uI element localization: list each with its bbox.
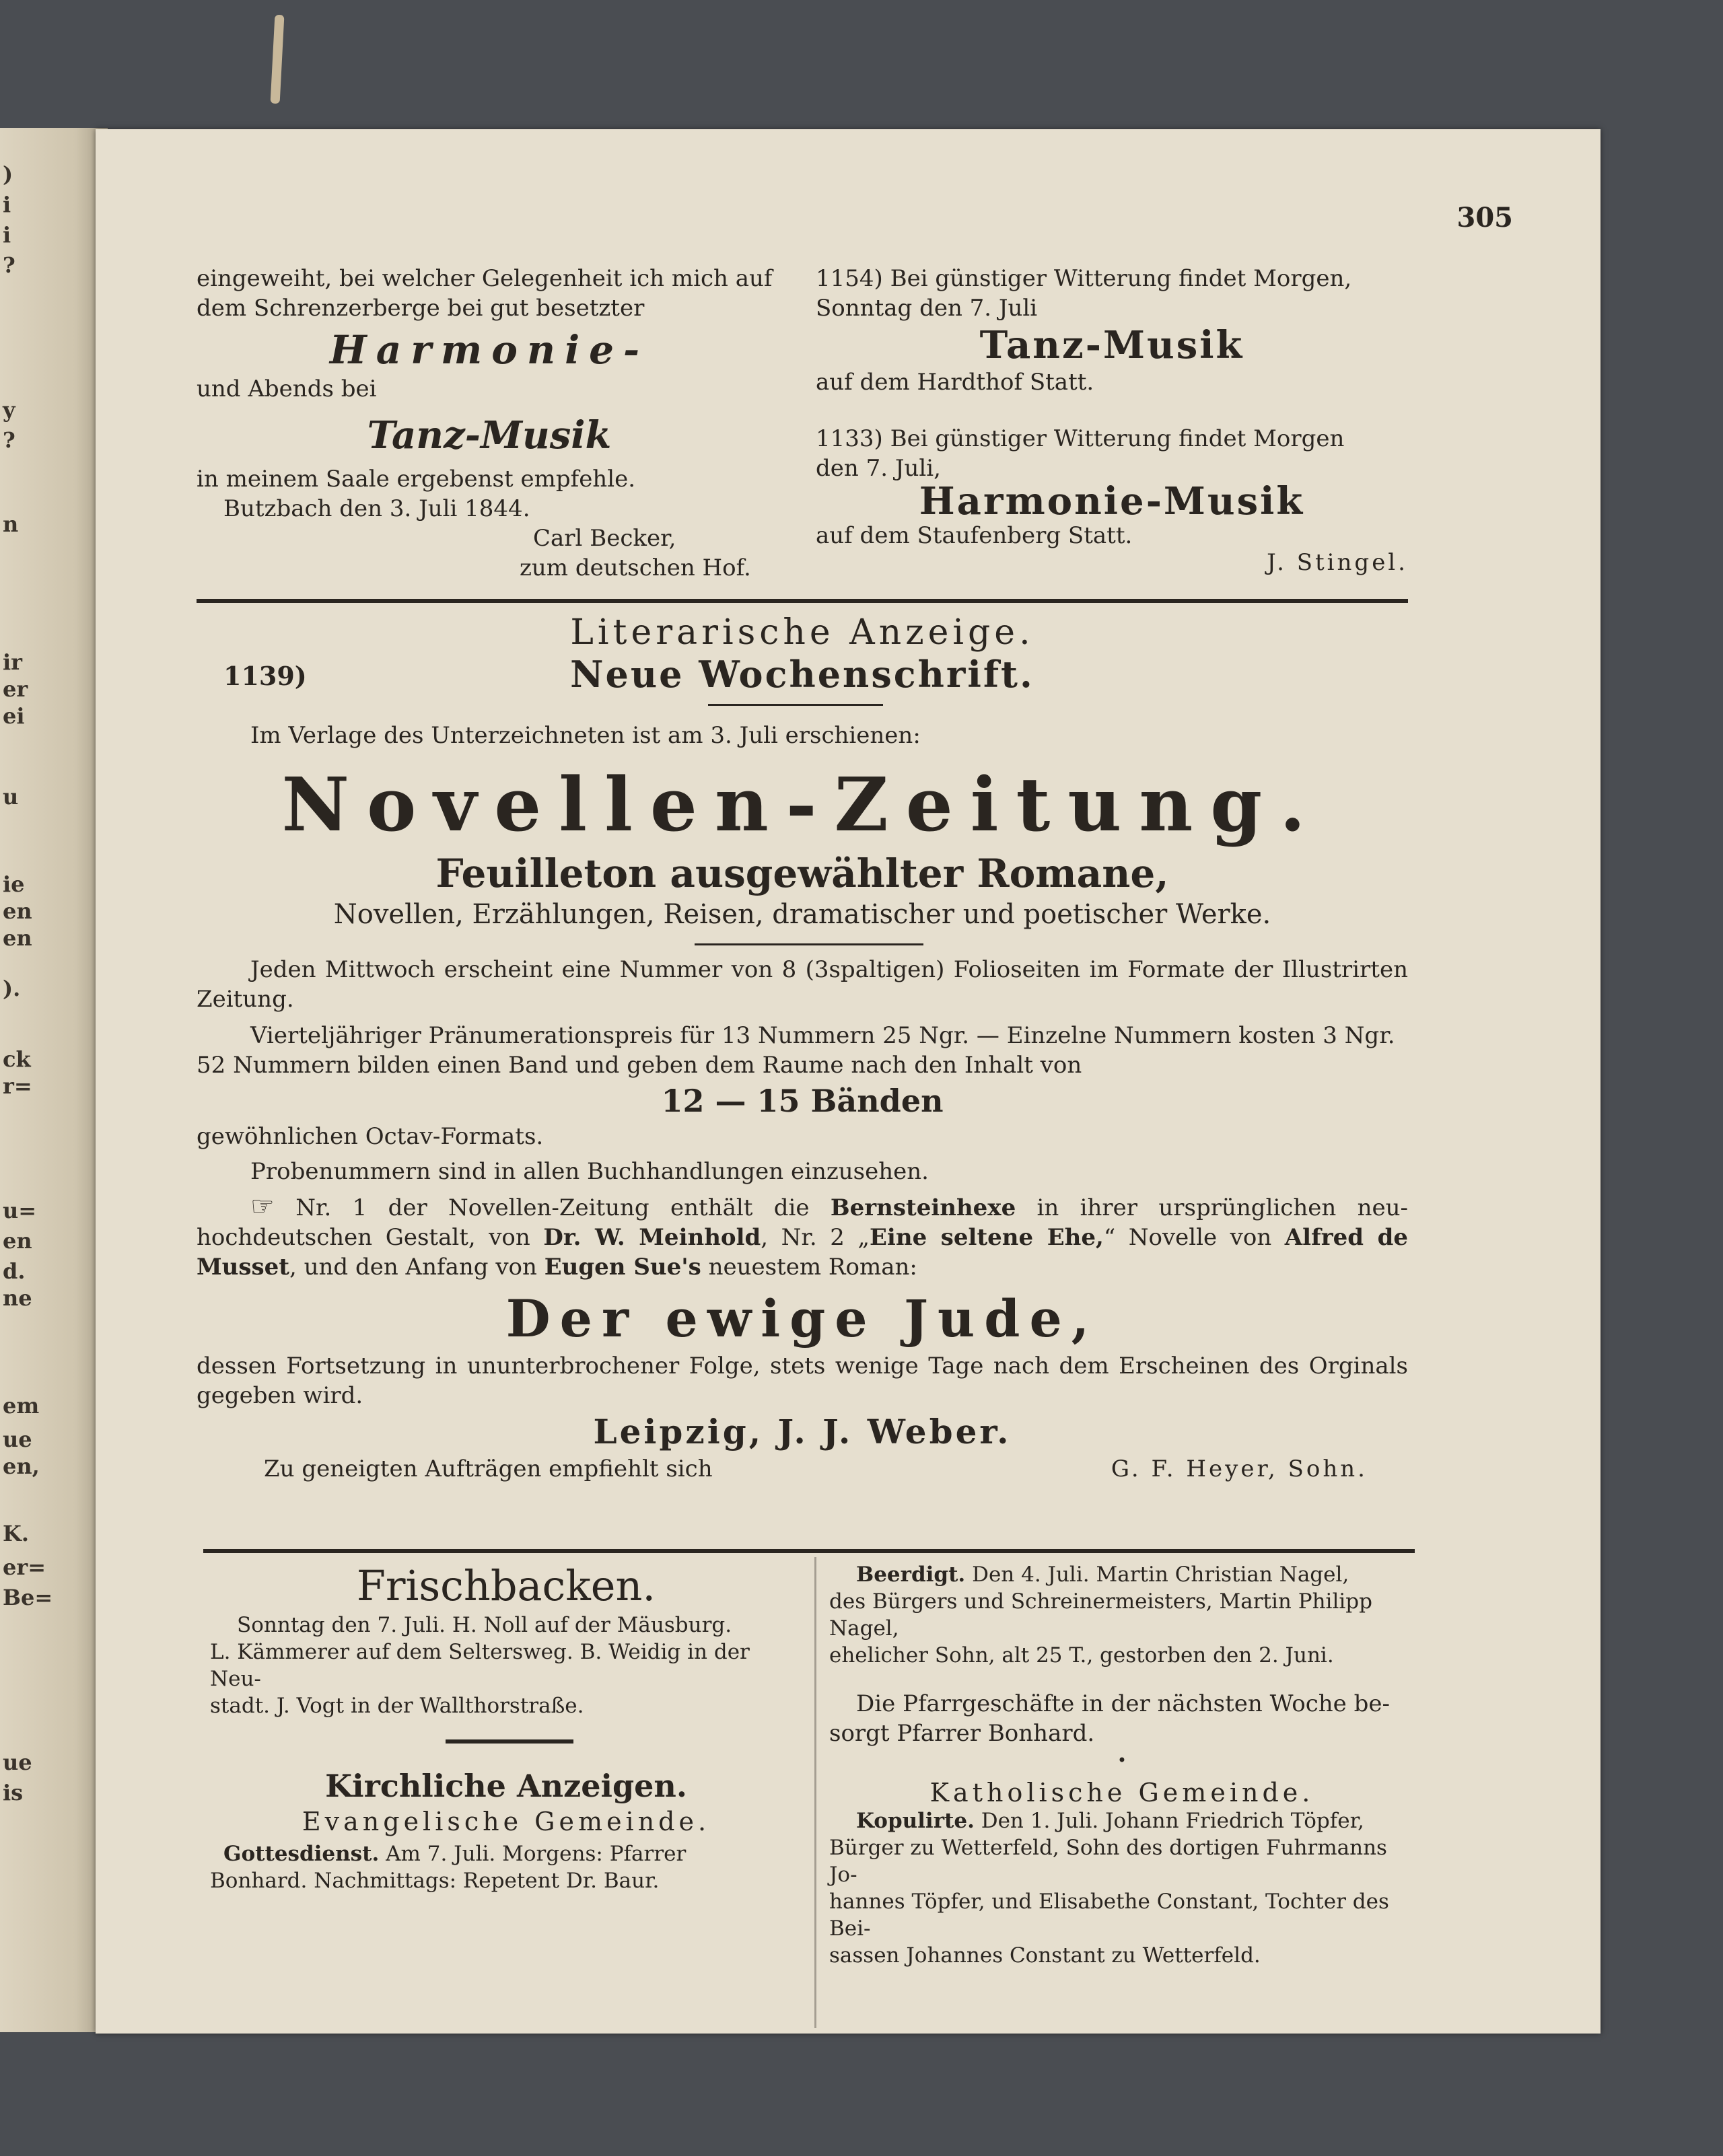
text-run: , Nr. 2 „ xyxy=(761,1224,870,1251)
text-line: Bürger zu Wetterfeld, Sohn des dortigen Fuhrmanns Jo- xyxy=(829,1836,1387,1887)
work-seltene-ehe: Eine seltene Ehe, xyxy=(870,1224,1104,1251)
facing-page-fragment: i xyxy=(3,222,11,248)
facing-page-fragment: ue xyxy=(3,1750,32,1775)
facing-page-fragment: ir xyxy=(3,649,23,675)
divider-rule xyxy=(197,599,1408,603)
publisher-line: Leipzig, J. J. Weber. xyxy=(593,1412,1012,1451)
text-line: 1154) Bei günstiger Witterung findet Morgen, xyxy=(816,265,1352,292)
text-line: ehelicher Sohn, alt 25 T., gestorben den 2. Juni. xyxy=(829,1643,1334,1667)
author-musset: Alfred de Musset xyxy=(197,1224,1408,1281)
column-divider xyxy=(814,1557,816,2028)
text-line: L. Kämmerer auf dem Seltersweg. B. Weidig in der Neu- xyxy=(210,1640,750,1691)
short-rule xyxy=(708,704,883,706)
facing-page-fragment: u= xyxy=(3,1198,37,1223)
frischbacken-heading: Frischbacken. xyxy=(356,1561,656,1610)
gottesdienst-label: Gottesdienst. xyxy=(223,1842,380,1866)
facing-page-fragment: u xyxy=(3,784,19,810)
intro-text: Im Verlage des Unterzeichneten ist am 3. Juli erschienen: xyxy=(250,722,921,749)
text-line: den 7. Juli, xyxy=(816,455,941,482)
gottesdienst-line xyxy=(210,1840,802,1867)
subtitle-feuilleton: Feuilleton ausgewählter Romane, xyxy=(435,851,1169,896)
author-sue: Eugen Sue's xyxy=(544,1254,701,1281)
kopulirte-label: Kopulirte. xyxy=(856,1809,975,1833)
text-run: “ Novelle von xyxy=(1103,1224,1285,1251)
literary-heading: Literarische Anzeige. xyxy=(570,612,1034,653)
top-right-adverts xyxy=(816,264,1408,577)
facing-page-fragment: n xyxy=(3,511,19,537)
facing-page-fragment: em xyxy=(3,1393,40,1418)
text-line: eingeweiht, bei welcher Gelegenheit ich mich auf xyxy=(197,265,773,292)
text-line: Die Pfarrgeschäfte in der nächsten Woche be- xyxy=(856,1690,1390,1717)
facing-page-fragment: ) xyxy=(3,161,13,187)
beerdigt-label: Beerdigt. xyxy=(856,1562,966,1587)
signature-place: zum deutschen Hof. xyxy=(520,554,751,581)
facing-page-fragment: en, xyxy=(3,1453,40,1479)
text-line: sorgt Pfarrer Bonhard. xyxy=(829,1720,1095,1747)
facing-page-fragment: r= xyxy=(3,1073,32,1099)
facing-page-fragment: ck xyxy=(3,1046,31,1072)
short-rule xyxy=(695,943,923,945)
para-continuation: dessen Fortsetzung in ununterbrochener Folge, stets wenige Tage nach dem Erscheinen des Orginals gegeben wird. xyxy=(197,1353,1408,1409)
headline-harmonie: Harmonie- xyxy=(329,327,649,373)
facing-page-fragment: i xyxy=(3,192,11,217)
subtitle-genres: Novellen, Erzählungen, Reisen, dramatischer und poetischer Werke. xyxy=(333,899,1271,930)
text-line: und Abends bei xyxy=(197,375,377,402)
text-run: in ihrer ursprünglichen neu-hochdeutschen Gestalt, von xyxy=(197,1194,1409,1251)
facing-page-fragment: ). xyxy=(3,976,21,1001)
recommend-row xyxy=(197,1454,1408,1488)
bottom-right-column xyxy=(829,1561,1415,1969)
headline-harmonie-musik: Harmonie-Musik xyxy=(919,479,1305,524)
text-line: hannes Töpfer, und Elisabethe Constant, Tochter des Bei- xyxy=(829,1890,1389,1941)
pointing-hand-icon: ☞ xyxy=(250,1191,275,1222)
text-run: Den 4. Juli. Martin Christian Nagel, xyxy=(965,1562,1349,1587)
facing-page-edge xyxy=(0,128,108,2032)
subheading-row xyxy=(197,653,1408,697)
bookmark-strip xyxy=(271,15,285,104)
text-line: Butzbach den 3. Juli 1844. xyxy=(223,495,530,522)
recommend-text: Zu geneigten Aufträgen empfiehlt sich xyxy=(264,1456,713,1482)
text-line: Bonhard. Nachmittags: Repetent Dr. Baur. xyxy=(210,1869,660,1893)
beerdigt-line xyxy=(829,1561,1415,1588)
text-line: des Bürgers und Schreinermeisters, Martin Philipp Nagel, xyxy=(829,1589,1372,1641)
text-line: auf dem Hardthof Statt. xyxy=(816,369,1094,396)
facing-page-fragment: d. xyxy=(3,1258,26,1284)
facing-page-fragment: is xyxy=(3,1780,24,1805)
headline-tanz-musik-2: Tanz-Musik xyxy=(979,323,1244,367)
facing-page-fragment: en xyxy=(3,898,32,924)
bottom-left-column xyxy=(210,1561,802,1894)
text-line: dem Schrenzerberge bei gut besetzter xyxy=(197,295,645,322)
evangelische-heading: Evangelische Gemeinde. xyxy=(302,1807,711,1836)
kirchliche-heading: Kirchliche Anzeigen. xyxy=(325,1768,687,1804)
text-run: , und den Anfang von xyxy=(289,1254,544,1281)
advert-number: 1139) xyxy=(223,661,307,691)
para-volume: 52 Nummern bilden einen Band und geben dem Raume nach den Inhalt von xyxy=(197,1052,1082,1079)
facing-page-fragment: er= xyxy=(3,1554,46,1580)
literary-announcement xyxy=(197,612,1408,1488)
facing-page-fragment: Be= xyxy=(3,1585,53,1610)
para-contents xyxy=(197,1192,1408,1282)
facing-page-fragment: ? xyxy=(3,252,15,278)
text-run: Nr. 1 der Novellen-Zeitung enthält die xyxy=(295,1194,831,1221)
facing-page-fragment: en xyxy=(3,1228,32,1254)
facing-page-fragment: K. xyxy=(3,1521,29,1546)
text-run: Am 7. Juli. Morgens: Pfarrer xyxy=(379,1842,687,1866)
agent-name: G. F. Heyer, Sohn. xyxy=(1111,1456,1368,1482)
text-line: stadt. J. Vogt in der Wallthorstraße. xyxy=(210,1694,584,1718)
para-weekly: Jeden Mittwoch erscheint eine Nummer von 8 (3spaltigen) Folioseiten im Formate der Illustrirten Zeitung. xyxy=(197,956,1408,1013)
facing-page-fragment: en xyxy=(3,925,32,951)
top-left-advert xyxy=(197,264,782,583)
facing-page-fragment: er xyxy=(3,676,28,702)
volumes-count: 12 — 15 Bänden xyxy=(661,1083,944,1119)
text-line: sassen Johannes Constant zu Wetterfeld. xyxy=(829,1943,1261,1968)
text-run: Den 1. Juli. Johann Friedrich Töpfer, xyxy=(974,1809,1364,1833)
page-number: 305 xyxy=(1456,202,1513,233)
signature-name: Carl Becker, xyxy=(533,525,676,552)
page-content xyxy=(197,129,1513,2034)
para-samples: Probenummern sind in allen Buchhandlungen einzusehen. xyxy=(250,1158,929,1185)
divider-rule xyxy=(203,1549,1415,1553)
signature-stingel: J. Stingel. xyxy=(1267,549,1408,576)
facing-page-fragment: ei xyxy=(3,703,25,729)
novel-title-ewige-jude: Der ewige Jude, xyxy=(505,1289,1099,1349)
newspaper-page xyxy=(96,129,1601,2034)
facing-page-fragment: ue xyxy=(3,1427,32,1452)
text-line: in meinem Saale ergebenst empfehle. xyxy=(197,466,636,493)
facing-page-fragment: ne xyxy=(3,1285,32,1311)
katholische-heading: Katholische Gemeinde. xyxy=(929,1778,1314,1807)
facing-page-fragment: ie xyxy=(3,871,25,897)
para-price: Vierteljähriger Pränumerationspreis für 13 Nummern 25 Ngr. — Einzelne Nummern kosten 3 Ngr. xyxy=(250,1022,1395,1049)
facing-page-fragment: ? xyxy=(3,427,15,453)
text-line: Sonntag den 7. Juli xyxy=(816,295,1038,322)
kopulirte-line xyxy=(829,1807,1415,1834)
text-line: auf dem Staufenberg Statt. xyxy=(816,522,1133,549)
headline-tanz-musik: Tanz-Musik xyxy=(367,413,612,458)
text-line: 1133) Bei günstiger Witterung findet Morgen xyxy=(816,425,1345,452)
facing-page-fragment: y xyxy=(3,397,15,423)
work-bernsteinhexe: Bernsteinhexe xyxy=(830,1194,1016,1221)
ornament-dot: • xyxy=(1117,1751,1127,1770)
literary-subheading: Neue Wochenschrift. xyxy=(570,653,1034,696)
text-line: Sonntag den 7. Juli. H. Noll auf der Mäusburg. xyxy=(237,1613,732,1637)
title-novellen-zeitung: Novellen-Zeitung. xyxy=(281,761,1323,848)
short-rule xyxy=(446,1739,573,1744)
text-run: neuestem Roman: xyxy=(701,1254,917,1281)
para-format: gewöhnlichen Octav-Formats. xyxy=(197,1123,544,1150)
author-meinhold: Dr. W. Meinhold xyxy=(543,1224,761,1251)
